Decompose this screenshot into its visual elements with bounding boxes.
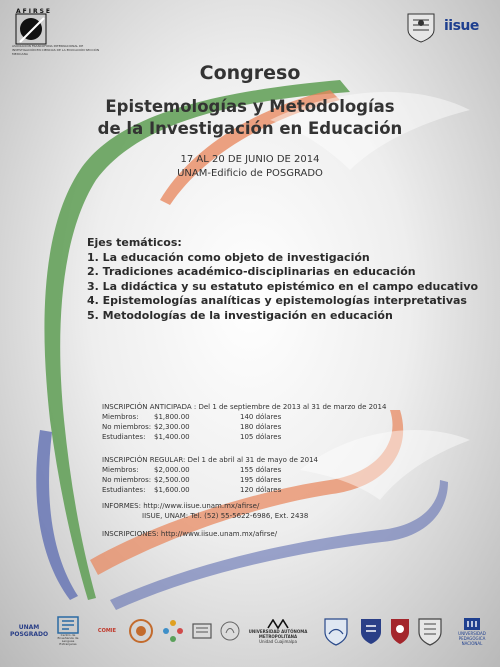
inscripciones-link[interactable]: INSCRIPCIONES: http://www.iisue.unam.mx/afirse/ bbox=[102, 530, 278, 538]
university-shield-icon bbox=[322, 614, 350, 648]
unam-posgrado-logo: UNAM POSGRADO bbox=[9, 624, 49, 638]
themes-list bbox=[87, 251, 478, 324]
theme-item: 4. Epistemologías analíticas y epistemologías interpretativas bbox=[87, 294, 467, 307]
fee-pesos: $2,500.00 bbox=[154, 476, 190, 484]
fee-dollars: 105 dólares bbox=[240, 433, 282, 441]
uam-line1: UNIVERSIDAD AUTÓNOMA METROPOLITANA bbox=[248, 628, 308, 639]
informes-link[interactable]: INFORMES: http://www.iisue.unam.mx/afirse/ bbox=[102, 502, 260, 510]
fee-pesos: $2,300.00 bbox=[154, 423, 190, 431]
event-title: Congreso bbox=[199, 62, 301, 84]
event-dates-block bbox=[0, 153, 500, 181]
fee-row bbox=[102, 485, 318, 495]
cele-logo bbox=[53, 614, 83, 648]
fee-dollars: 180 dólares bbox=[240, 423, 282, 431]
unam-crest-icon bbox=[404, 10, 438, 44]
event-subtitle-line1: Epistemologías y Metodologías bbox=[105, 97, 395, 116]
theme-item: 2. Tradiciones académico-disciplinarias en educación bbox=[87, 265, 416, 278]
dots-emblem-icon bbox=[160, 614, 186, 648]
fee-row bbox=[102, 422, 386, 432]
fee-dollars: 140 dólares bbox=[240, 413, 282, 421]
event-subtitle-line2: de la Investigación en Educación bbox=[97, 119, 403, 138]
fee-pesos: $1,600.00 bbox=[154, 486, 190, 494]
iisue-logo: iisue bbox=[444, 18, 479, 34]
fee-row bbox=[102, 465, 318, 475]
event-dates: 17 AL 20 DE JUNIO DE 2014 bbox=[180, 154, 320, 165]
circular-seal-icon bbox=[128, 614, 154, 648]
university-shield-4-icon bbox=[416, 614, 444, 648]
early-registration-heading: INSCRIPCIÓN ANTICIPADA : Del 1 de septiembre de 2013 al 31 de marzo de 2014 bbox=[102, 403, 387, 411]
fee-category: No miembros: bbox=[102, 476, 152, 484]
regular-registration bbox=[102, 455, 318, 495]
regular-registration-heading: INSCRIPCIÓN REGULAR: Del 1 de abril al 31 de mayo de 2014 bbox=[102, 456, 318, 464]
event-subtitle bbox=[0, 96, 500, 140]
fee-category: Estudiantes: bbox=[102, 433, 146, 441]
theme-item: 3. La didáctica y su estatuto epistémico en el campo educativo bbox=[87, 279, 479, 293]
upn-icon bbox=[463, 617, 481, 631]
fee-category: No miembros: bbox=[102, 423, 152, 431]
university-shield-2-icon bbox=[358, 614, 384, 648]
informes-block bbox=[102, 501, 308, 521]
comie-logo: COMIE bbox=[97, 628, 117, 634]
university-shield-3-icon bbox=[388, 614, 412, 648]
upn-line2: PEDAGÓGICA NACIONAL bbox=[458, 635, 486, 646]
cele-label: Centro de Enseñanza de Lenguas Extranjeras bbox=[57, 633, 79, 646]
upn-logo bbox=[452, 614, 492, 648]
themes-heading: Ejes temáticos: bbox=[87, 236, 182, 249]
fee-category: Estudiantes: bbox=[102, 486, 146, 494]
fee-pesos: $2,000.00 bbox=[154, 466, 190, 474]
fee-pesos: $1,400.00 bbox=[154, 433, 190, 441]
event-venue: UNAM-Edificio de POSGRADO bbox=[177, 168, 323, 179]
fee-row bbox=[102, 412, 386, 422]
uam-icon bbox=[267, 619, 289, 629]
cele-icon bbox=[57, 616, 79, 634]
afirse-brand: AFIRSE bbox=[16, 8, 53, 15]
themes-section bbox=[87, 236, 478, 323]
uam-line2: Unidad Cuajimalpa bbox=[259, 638, 297, 644]
theme-item: 1. La educación como objeto de investigación bbox=[87, 250, 370, 264]
upn-line1: UNIVERSIDAD bbox=[458, 630, 486, 636]
fee-dollars: 155 dólares bbox=[240, 466, 282, 474]
uam-logo bbox=[245, 614, 311, 648]
fee-row bbox=[102, 475, 318, 485]
fee-dollars: 120 dólares bbox=[240, 486, 282, 494]
mexico-coat-of-arms-icon bbox=[218, 614, 242, 648]
early-registration bbox=[102, 402, 386, 442]
theme-item: 5. Metodologías de la investigación en educación bbox=[87, 308, 393, 322]
fee-category: Miembros: bbox=[102, 466, 139, 474]
fee-category: Miembros: bbox=[102, 413, 139, 421]
sep-emblem-icon bbox=[190, 614, 214, 648]
fee-dollars: 195 dólares bbox=[240, 476, 282, 484]
informes-contact: IISUE, UNAM: Tel. (52) 55-5622-6986, Ext. 2438 bbox=[142, 512, 309, 520]
fee-pesos: $1,800.00 bbox=[154, 413, 190, 421]
afirse-subtitle: ASOCIACIÓN FRANCOFONA INTERNACIONAL DE INVESTIGACIÓN EN CIENCIAS DE LA EDUCACIÓN SECCIÓN MEXICANA bbox=[12, 44, 100, 56]
fee-row bbox=[102, 432, 386, 442]
